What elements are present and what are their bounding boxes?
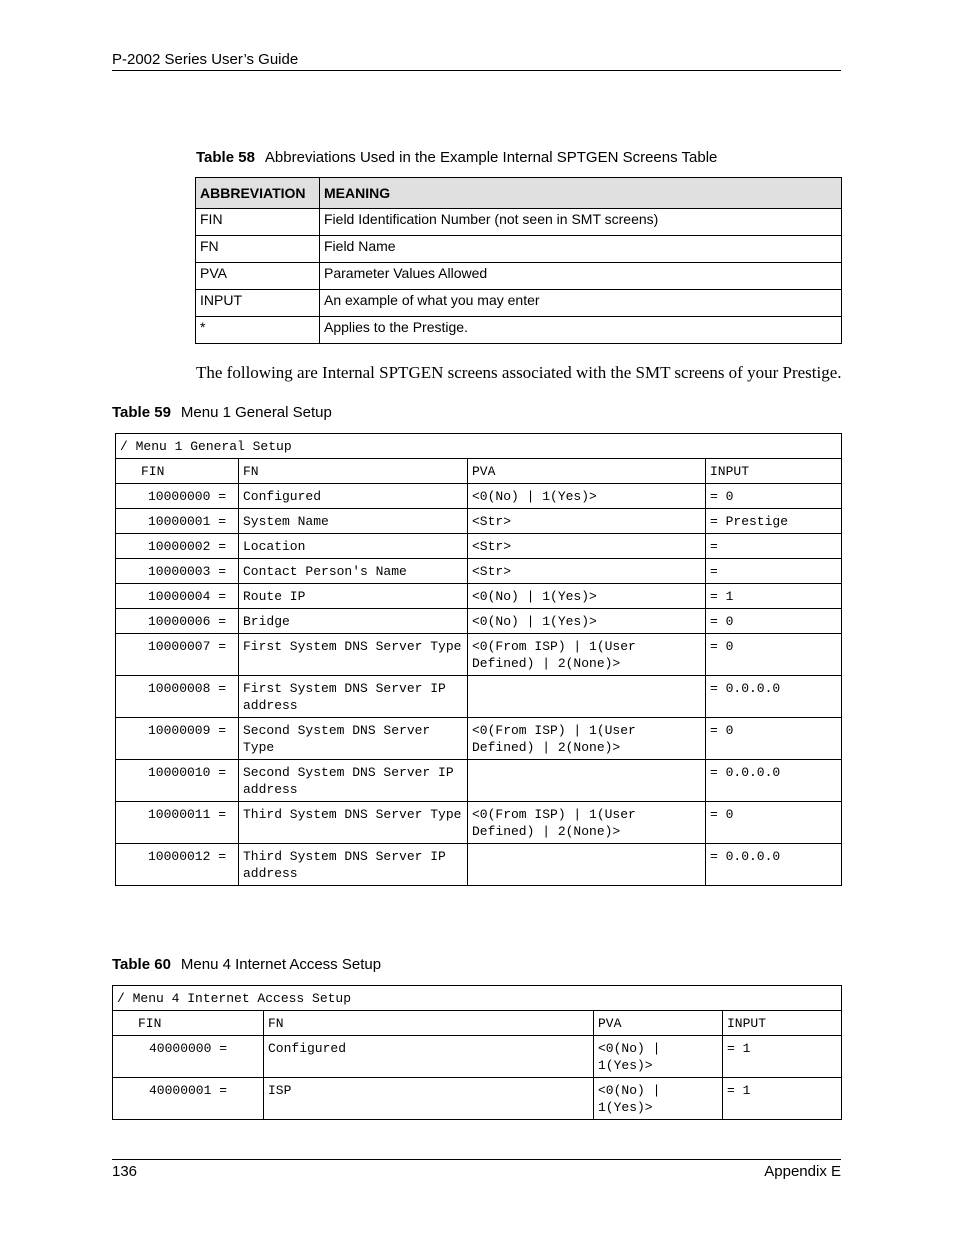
table-title: / Menu 1 General Setup	[116, 434, 842, 459]
fn-cell: First System DNS Server IP address	[239, 676, 468, 718]
table-row	[196, 209, 842, 236]
input-cell: = 1	[723, 1036, 842, 1078]
fin-cell: 10000009 =	[116, 718, 239, 760]
table-row	[116, 584, 842, 609]
caption-label: Table 59	[112, 404, 171, 421]
fin-cell: 10000003 =	[116, 559, 239, 584]
abbreviation-cell: FIN	[196, 209, 320, 236]
column-header: FIN	[113, 1011, 264, 1036]
input-cell: = 0	[706, 609, 842, 634]
fin-cell: 10000008 =	[116, 676, 239, 718]
pva-cell: <0(From ISP) | 1(User Defined) | 2(None)>	[468, 634, 706, 676]
menu-1-general-setup-table	[115, 433, 842, 886]
input-cell: = 0	[706, 802, 842, 844]
table-59-caption	[112, 404, 332, 421]
abbreviation-cell: INPUT	[196, 290, 320, 317]
fin-cell: 10000006 =	[116, 609, 239, 634]
pva-cell	[468, 760, 706, 802]
pva-cell: <0(No) | 1(Yes)>	[594, 1078, 723, 1120]
pva-cell: <0(From ISP) | 1(User Defined) | 2(None)>	[468, 718, 706, 760]
fn-cell: System Name	[239, 509, 468, 534]
table-row	[116, 559, 842, 584]
meaning-cell: Field Name	[320, 236, 842, 263]
fin-cell: 10000000 =	[116, 484, 239, 509]
table-title-row	[113, 986, 842, 1011]
caption-label: Table 60	[112, 956, 171, 973]
column-header: FN	[264, 1011, 594, 1036]
pva-cell: <0(No) | 1(Yes)>	[468, 609, 706, 634]
table-row	[116, 534, 842, 559]
guide-title: P-2002 Series User’s Guide	[112, 51, 299, 68]
table-row	[116, 634, 842, 676]
abbreviation-cell: *	[196, 317, 320, 344]
menu-4-internet-access-setup-table	[112, 985, 842, 1120]
table-row	[196, 236, 842, 263]
input-cell: = Prestige	[706, 509, 842, 534]
table-row	[196, 290, 842, 317]
table-row	[116, 484, 842, 509]
column-header: INPUT	[706, 459, 842, 484]
running-footer	[112, 1159, 841, 1180]
fn-cell: Configured	[239, 484, 468, 509]
column-header: MEANING	[320, 178, 842, 209]
column-header: INPUT	[723, 1011, 842, 1036]
input-cell: = 1	[723, 1078, 842, 1120]
page-number: 136	[112, 1163, 138, 1180]
fn-cell: Route IP	[239, 584, 468, 609]
fn-cell: ISP	[264, 1078, 594, 1120]
fin-cell: 10000012 =	[116, 844, 239, 886]
fin-cell: 10000007 =	[116, 634, 239, 676]
column-header: PVA	[468, 459, 706, 484]
pva-cell: <Str>	[468, 534, 706, 559]
abbreviation-cell: PVA	[196, 263, 320, 290]
caption-text: Abbreviations Used in the Example Internal SPTGEN Screens Table	[264, 149, 718, 166]
input-cell: =	[706, 559, 842, 584]
table-row	[116, 802, 842, 844]
table-header-row	[116, 459, 842, 484]
table-60-caption	[112, 956, 381, 973]
input-cell: = 0.0.0.0	[706, 844, 842, 886]
table-row	[113, 1036, 842, 1078]
meaning-cell: Parameter Values Allowed	[320, 263, 842, 290]
fin-cell: 40000000 =	[113, 1036, 264, 1078]
abbreviations-table	[195, 177, 842, 344]
table-header-row	[113, 1011, 842, 1036]
caption-text: Menu 1 General Setup	[180, 404, 332, 421]
input-cell: = 0	[706, 634, 842, 676]
fin-cell: 10000002 =	[116, 534, 239, 559]
pva-cell: <Str>	[468, 509, 706, 534]
column-header: FIN	[116, 459, 239, 484]
section-name: Appendix E	[764, 1163, 841, 1180]
table-row	[116, 718, 842, 760]
table-row	[113, 1078, 842, 1120]
table-row	[116, 760, 842, 802]
input-cell: = 0	[706, 718, 842, 760]
fin-cell: 10000010 =	[116, 760, 239, 802]
fn-cell: Location	[239, 534, 468, 559]
caption-text: Menu 4 Internet Access Setup	[180, 956, 382, 973]
fn-cell: Third System DNS Server IP address	[239, 844, 468, 886]
fn-cell: Second System DNS Server IP address	[239, 760, 468, 802]
fn-cell: Third System DNS Server Type	[239, 802, 468, 844]
fn-cell: Bridge	[239, 609, 468, 634]
fin-cell: 10000001 =	[116, 509, 239, 534]
caption-label: Table 58	[196, 149, 255, 166]
pva-cell	[468, 844, 706, 886]
pva-cell: <Str>	[468, 559, 706, 584]
fin-cell: 10000011 =	[116, 802, 239, 844]
intro-paragraph: The following are Internal SPTGEN screens associated with the SMT screens of your Prestige.	[196, 363, 842, 382]
column-header: PVA	[594, 1011, 723, 1036]
table-row	[116, 676, 842, 718]
input-cell: = 0.0.0.0	[706, 676, 842, 718]
fn-cell: First System DNS Server Type	[239, 634, 468, 676]
running-header	[112, 51, 841, 71]
fin-cell: 10000004 =	[116, 584, 239, 609]
fn-cell: Configured	[264, 1036, 594, 1078]
fin-cell: 40000001 =	[113, 1078, 264, 1120]
table-title: / Menu 4 Internet Access Setup	[113, 986, 842, 1011]
input-cell: =	[706, 534, 842, 559]
meaning-cell: Applies to the Prestige.	[320, 317, 842, 344]
fn-cell: Contact Person's Name	[239, 559, 468, 584]
table-row	[116, 609, 842, 634]
fn-cell: Second System DNS Server Type	[239, 718, 468, 760]
table-row	[196, 317, 842, 344]
input-cell: = 0.0.0.0	[706, 760, 842, 802]
table-title-row	[116, 434, 842, 459]
table-58-caption	[196, 149, 717, 166]
column-header: ABBREVIATION	[196, 178, 320, 209]
meaning-cell: An example of what you may enter	[320, 290, 842, 317]
pva-cell: <0(No) | 1(Yes)>	[468, 484, 706, 509]
pva-cell	[468, 676, 706, 718]
input-cell: = 0	[706, 484, 842, 509]
abbreviation-cell: FN	[196, 236, 320, 263]
pva-cell: <0(From ISP) | 1(User Defined) | 2(None)>	[468, 802, 706, 844]
column-header: FN	[239, 459, 468, 484]
pva-cell: <0(No) | 1(Yes)>	[468, 584, 706, 609]
input-cell: = 1	[706, 584, 842, 609]
table-row	[116, 844, 842, 886]
table-header-row	[196, 178, 842, 209]
meaning-cell: Field Identification Number (not seen in SMT screens)	[320, 209, 842, 236]
pva-cell: <0(No) | 1(Yes)>	[594, 1036, 723, 1078]
table-row	[196, 263, 842, 290]
table-row	[116, 509, 842, 534]
